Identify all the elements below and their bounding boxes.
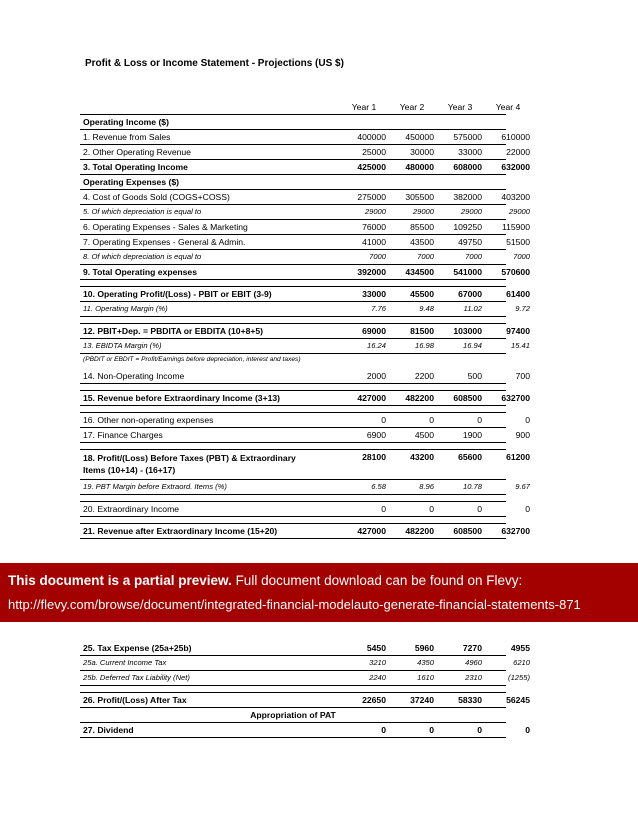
cell-value: 400000 [357, 132, 386, 142]
cell-value: 610000 [501, 132, 530, 142]
spacer-row [80, 384, 506, 391]
cell-value: 22000 [506, 147, 530, 157]
cell-value: 427000 [357, 526, 386, 536]
cell-value: 434500 [405, 267, 434, 277]
cell-value: 1900 [462, 430, 482, 440]
cell-value: 16.94 [462, 341, 482, 350]
cell-value: 0 [381, 725, 386, 735]
row-label: 25a. Current Income Tax [83, 658, 167, 667]
row-label: 5. Of which depreciation is equal to [83, 207, 202, 216]
table-row [80, 671, 530, 686]
cell-value: 49750 [458, 237, 482, 247]
cell-value: 0 [381, 504, 386, 514]
cell-value: 900 [515, 430, 530, 440]
table-row [80, 524, 530, 539]
table-row [80, 708, 506, 723]
row-label: 13. EBIDTA Margin (%) [83, 341, 162, 350]
table-row [80, 145, 530, 160]
table-row [80, 250, 530, 265]
table-row [80, 641, 530, 656]
table-row [80, 656, 530, 671]
row-label: 7. Operating Expenses - General & Admin. [83, 237, 246, 247]
cell-value: 4955 [510, 643, 530, 653]
cell-value: 0 [477, 415, 482, 425]
cell-value: 51500 [506, 237, 530, 247]
cell-value: 5450 [366, 643, 386, 653]
cell-value: 0 [429, 415, 434, 425]
cell-value: 7000 [417, 252, 434, 261]
cell-value: 7000 [513, 252, 530, 261]
cell-value: 10.78 [462, 482, 482, 491]
cell-value: 575000 [453, 132, 482, 142]
row-label: 25b. Deferred Tax Liability (Net) [83, 673, 190, 682]
row-label: 19. PBT Margin before Extraord. Items (%) [83, 482, 227, 491]
cell-value: 6.58 [371, 482, 386, 491]
cell-value: 4500 [414, 430, 434, 440]
table-row [80, 160, 530, 175]
cell-value: 8.96 [419, 482, 434, 491]
cell-value: 427000 [357, 393, 386, 403]
table-row [80, 413, 530, 428]
cell-value: 29000 [508, 207, 530, 216]
cell-value: 29000 [412, 207, 434, 216]
row-label: 16. Other non-operating expenses [83, 415, 214, 425]
cell-value: 61400 [506, 289, 530, 299]
row-label: 9. Total Operating expenses [83, 267, 197, 277]
cell-value: 30000 [410, 147, 434, 157]
sheet-top [80, 100, 530, 539]
spacer-row [80, 443, 506, 450]
cell-value: 16.98 [414, 341, 434, 350]
cell-value: 425000 [357, 162, 386, 172]
cell-value: 0 [429, 725, 434, 735]
year-header: Year 3 [447, 102, 473, 112]
cell-value: 5960 [414, 643, 434, 653]
spacer-row [80, 686, 506, 693]
table-row [80, 391, 530, 406]
cell-value: 700 [515, 371, 530, 381]
row-label: 21. Revenue after Extraordinary Income (15+20) [83, 526, 278, 536]
table-row [80, 324, 530, 339]
cell-value: 482200 [405, 526, 434, 536]
sheet-bottom [80, 641, 530, 738]
row-label: 1. Revenue from Sales [83, 132, 171, 142]
cell-value: 6900 [366, 430, 386, 440]
cell-value: (1255) [508, 673, 530, 682]
row-label: 26. Profit/(Loss) After Tax [83, 695, 187, 705]
cell-value: 29000 [460, 207, 482, 216]
cell-value: 570600 [501, 267, 530, 277]
row-label: 14. Non-Operating Income [83, 371, 185, 381]
cell-value: 632700 [501, 393, 530, 403]
cell-value: 608500 [453, 526, 482, 536]
table-row [80, 369, 530, 384]
cell-value: 608500 [453, 393, 482, 403]
table-row [80, 287, 530, 302]
row-label: 8. Of which depreciation is equal to [83, 252, 202, 261]
table-row [80, 502, 530, 517]
year-header: Year 2 [399, 102, 425, 112]
cell-value: 0 [477, 504, 482, 514]
cell-value: 2200 [414, 371, 434, 381]
banner-text: This document is a partial preview. Full document download can be found on Flevy: [8, 573, 523, 588]
cell-value: 67000 [458, 289, 482, 299]
cell-value: 7000 [369, 252, 386, 261]
cell-value: 69000 [362, 326, 386, 336]
row-label: 3. Total Operating Income [83, 162, 188, 172]
cell-value: 37240 [410, 695, 434, 705]
table-row [80, 115, 506, 130]
cell-value: 0 [477, 725, 482, 735]
year-header-row [80, 100, 521, 115]
table-row [80, 339, 530, 354]
row-label: 15. Revenue before Extraordinary Income (3+13) [83, 393, 281, 403]
table-row [80, 480, 530, 495]
cell-value: 103000 [453, 326, 482, 336]
cell-value: 1610 [417, 673, 434, 682]
cell-value: 33000 [458, 147, 482, 157]
cell-value: 43500 [410, 237, 434, 247]
table-row [80, 235, 530, 250]
banner-link[interactable]: http://flevy.com/browse/document/integrated-financial-modelauto-generate-financial-statements-871 [8, 597, 581, 612]
table-row [80, 175, 506, 190]
cell-value: 28100 [362, 452, 386, 462]
spacer-row [80, 406, 506, 413]
table-row [80, 130, 530, 145]
cell-value: 76000 [362, 222, 386, 232]
cell-value: 275000 [357, 192, 386, 202]
row-label: 2. Other Operating Revenue [83, 147, 191, 157]
cell-value: 25000 [362, 147, 386, 157]
table-row [80, 220, 530, 235]
row-label: (PBDIT or EBDIT = Profit/Earnings before depreciation, interest and taxes) [83, 356, 301, 363]
spacer-row [80, 280, 506, 287]
cell-value: 3210 [369, 658, 386, 667]
cell-value: 81500 [410, 326, 434, 336]
row-label: Operating Income ($) [83, 117, 169, 127]
table-row [80, 723, 530, 738]
table-row [80, 450, 530, 480]
row-label: 17. Finance Charges [83, 430, 163, 440]
statement-title: Profit & Loss or Income Statement - Projections (US $) [85, 58, 344, 69]
cell-value: 2240 [369, 673, 386, 682]
cell-value: 97400 [506, 326, 530, 336]
cell-value: 4960 [465, 658, 482, 667]
cell-value: 109250 [453, 222, 482, 232]
row-label: 25. Tax Expense (25a+25b) [83, 643, 192, 653]
cell-value: 2000 [366, 371, 386, 381]
cell-value: 482200 [405, 393, 434, 403]
cell-value: 382000 [453, 192, 482, 202]
row-label: 27. Dividend [83, 725, 134, 735]
row-label: 11. Operating Margin (%) [83, 304, 168, 313]
cell-value: 480000 [405, 162, 434, 172]
cell-value: 65600 [458, 452, 482, 462]
cell-value: 392000 [357, 267, 386, 277]
cell-value: 58330 [458, 695, 482, 705]
cell-value: 7000 [465, 252, 482, 261]
year-header: Year 1 [351, 102, 377, 112]
cell-value: 6210 [513, 658, 530, 667]
cell-value: 632700 [501, 526, 530, 536]
table-row [80, 205, 530, 220]
cell-value: 22650 [362, 695, 386, 705]
row-label: 20. Extraordinary Income [83, 504, 180, 514]
cell-value: 11.02 [463, 304, 482, 313]
row-label: 6. Operating Expenses - Sales & Marketing [83, 222, 248, 232]
year-header: Year 4 [495, 102, 521, 112]
cell-value: 9.48 [419, 304, 434, 313]
cell-value: 305500 [405, 192, 434, 202]
cell-value: 4350 [417, 658, 434, 667]
cell-value: 33000 [362, 289, 386, 299]
preview-banner [0, 563, 638, 622]
table-row [80, 428, 530, 443]
cell-value: 43200 [410, 452, 434, 462]
cell-value: 500 [467, 371, 482, 381]
table-row [80, 265, 530, 280]
cell-value: 0 [525, 415, 530, 425]
cell-value: 29000 [364, 207, 386, 216]
row-label: 12. PBIT+Dep. = PBDITA or EBDITA (10+8+5) [83, 326, 264, 336]
cell-value: 56245 [506, 695, 530, 705]
cell-value: 0 [525, 504, 530, 514]
cell-value: 15.41 [510, 341, 530, 350]
spacer-row [80, 517, 506, 524]
row-label: 10. Operating Profit/(Loss) - PBIT or EBIT (3-9) [83, 289, 272, 299]
row-label: Operating Expenses ($) [83, 177, 179, 187]
cell-value: 16.24 [366, 341, 386, 350]
cell-value: 632000 [501, 162, 530, 172]
cell-value: 0 [381, 415, 386, 425]
table-row [80, 302, 530, 317]
cell-value: 608000 [453, 162, 482, 172]
cell-value: 2310 [465, 673, 482, 682]
cell-value: 0 [429, 504, 434, 514]
cell-value: 450000 [405, 132, 434, 142]
cell-value: 403200 [501, 192, 530, 202]
cell-value: 61200 [506, 452, 530, 462]
row-label: 18. Profit/(Loss) Before Taxes (PBT) & Extraordinary Items (10+14) - (16+17) [83, 453, 296, 475]
cell-value: 9.72 [515, 304, 530, 313]
cell-value: 9.67 [515, 482, 530, 491]
cell-value: 115900 [501, 222, 530, 232]
cell-value: 41000 [362, 237, 386, 247]
row-label: Appropriation of PAT [250, 710, 336, 720]
cell-value: 7270 [462, 643, 482, 653]
row-label: 4. Cost of Goods Sold (COGS+COSS) [83, 192, 230, 202]
table-row [80, 354, 506, 369]
cell-value: 85500 [410, 222, 434, 232]
table-row [80, 190, 530, 205]
cell-value: 45500 [410, 289, 434, 299]
cell-value: 0 [525, 725, 530, 735]
spacer-row [80, 495, 506, 502]
cell-value: 7.76 [371, 304, 386, 313]
cell-value: 541000 [453, 267, 482, 277]
table-row [80, 693, 530, 708]
spacer-row [80, 317, 506, 324]
